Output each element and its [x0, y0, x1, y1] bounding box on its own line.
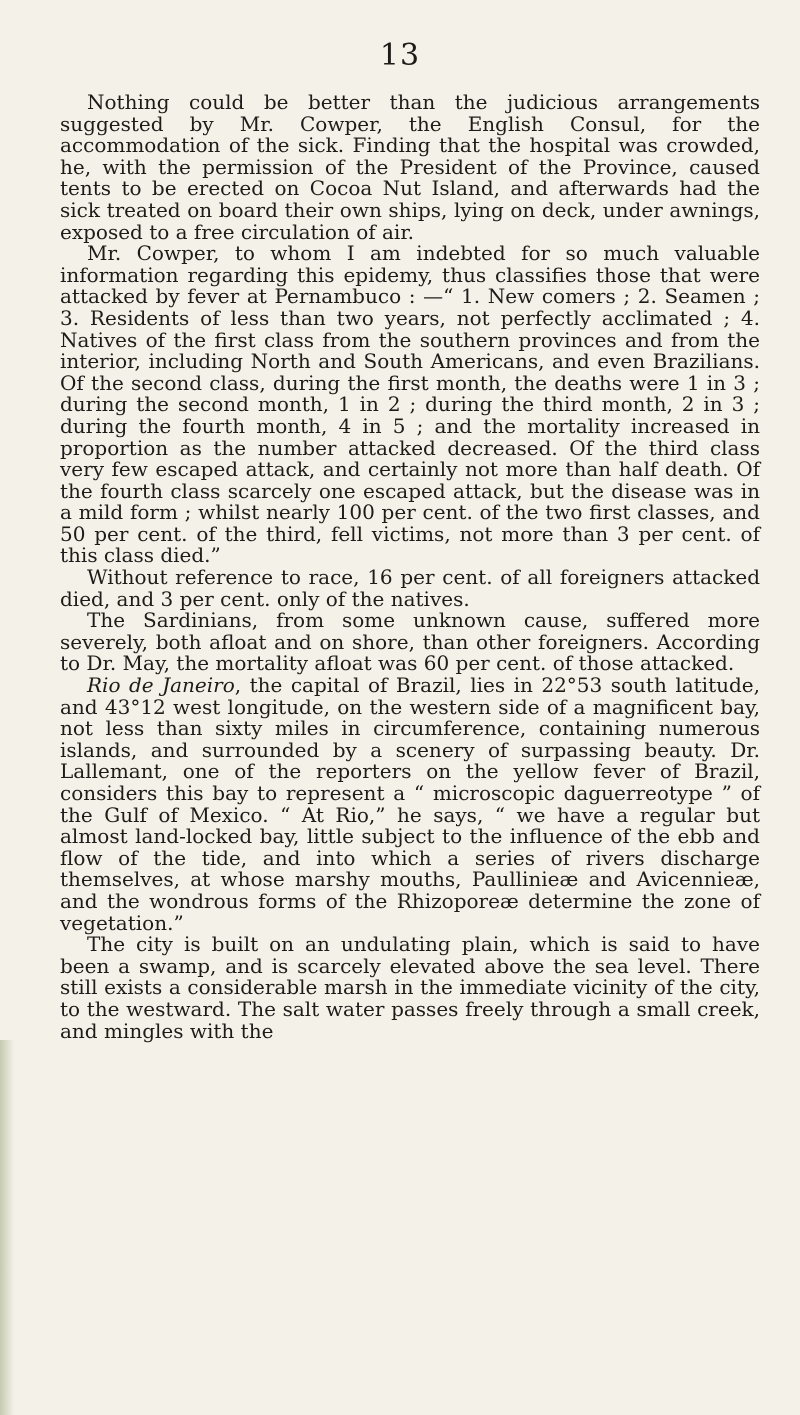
page-edge-shadow	[0, 1040, 14, 1415]
page-number: 13	[379, 38, 421, 73]
paragraph-rio-de-janeiro	[60, 675, 760, 934]
place-name-rio: Rio de Janeiro	[87, 673, 235, 698]
page-body	[60, 92, 760, 1042]
paragraph-rio-text: , the capital of Brazil, lies in 22°53 south latitude, and 43°12 west longitude, on the western side of a magnificent bay, not less than sixty miles in circumference, containing numerous islands, and surrounded by a scenery of surpassing beauty. Dr. Lallemant, one of the reporters on the yellow fever of Brazil, considers this bay to represent a “ microscopic daguerreotype ” of the Gulf of Mexico. “ At Rio,” he says, “ we have a regular but almost land-locked bay, little subject to the influence of the ebb and flow of the tide, and into which a series of rivers discharge themselves, at whose marshy mouths, Paullinieæ and Avicennieæ, and the wondrous forms of the Rhizoporeæ determine the zone of vegetation.”	[60, 673, 760, 935]
paragraph-fever-classification: Mr. Cowper, to whom I am indebted for so much valuable information regarding this epidemy, thus classifies those that were attacked by fever at Pernambuco : —“ 1. New comers ; 2. Seamen ; 3. Residents of less than two years, not perfectly acclimated ; 4. Natives of the first class from the southern provinces and from the interior, including North and South Americans, and even Brazilians. Of the second class, during the first month, the deaths were 1 in 3 ; during the second month, 1 in 2 ; during the third month, 2 in 3 ; during the fourth month, 4 in 5 ; and the mortality increased in proportion as the number attacked decreased. Of the third class very few escaped attack, and certainly not more than half death. Of the fourth class scarcely one escaped attack, but the disease was in a mild form ; whilst nearly 100 per cent. of the two first classes, and 50 per cent. of the third, fell victims, not more than 3 per cent. of this class died.”	[60, 241, 760, 568]
paragraph-city-description: The city is built on an undulating plain, which is said to have been a swamp, and is scarcely elevated above the sea level. There still exists a considerable marsh in the immediate vicinity of the city, to the westward. The salt water passes freely through a small creek, and mingles with the	[60, 932, 760, 1043]
paragraph-hospital-arrangements: Nothing could be better than the judicious arrangements suggested by Mr. Cowper, the English Consul, for the accommodation of the sick. Finding that the hospital was crowded, he, with the permission of the President of the Province, caused tents to be erected on Cocoa Nut Island, and afterwards had the sick treated on board their own ships, lying on deck, under awnings, exposed to a free circulation of air.	[60, 90, 760, 244]
paragraph-sardinians: The Sardinians, from some unknown cause, suffered more severely, both afloat and on shore, than other foreigners. According to Dr. May, the mortality afloat was 60 per cent. of those attacked.	[60, 608, 760, 676]
paragraph-race-mortality: Without reference to race, 16 per cent. of all foreigners attacked died, and 3 per cent. only of the natives.	[60, 565, 760, 611]
